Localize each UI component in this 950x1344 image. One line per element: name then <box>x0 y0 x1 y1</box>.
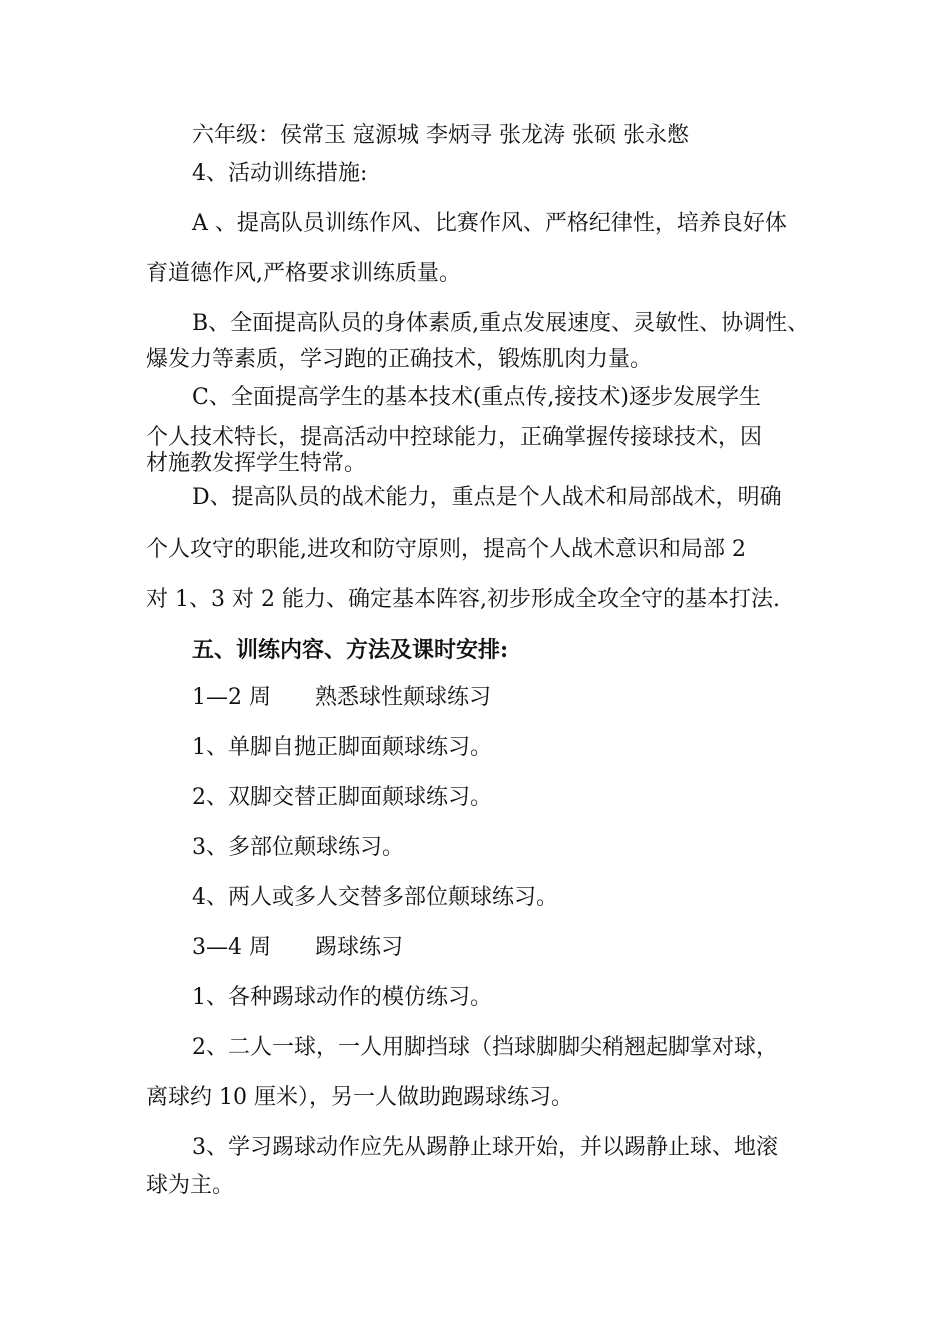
week-3-4-topic: 踢球练习 <box>315 935 404 960</box>
week-1-2-item-2: 2、双脚交替正脚面颠球练习。 <box>192 785 492 810</box>
section-4-title: 4、活动训练措施: <box>192 161 368 186</box>
week-1-2-heading <box>192 684 872 712</box>
measure-a-line1: A 、提高队员训练作风、比赛作风、严格纪律性，培养良好体 <box>192 211 787 236</box>
week-3-4-item-3-line1: 3、学习踢球动作应先从踢静止球开始，并以踢静止球、地滚 <box>192 1135 778 1160</box>
measure-d-line2: 个人攻守的职能,进攻和防守原则，提高个人战术意识和局部 2 <box>146 537 746 562</box>
section-5-heading: 五、训练内容、方法及课时安排: <box>192 637 509 663</box>
week-3-4-item-1: 1、各种踢球动作的模仿练习。 <box>192 985 492 1010</box>
week-3-4-range: 3—4 周 <box>192 935 271 960</box>
measure-d-line3: 对 1、3 对 2 能力、确定基本阵容,初步形成全攻全守的基本打法. <box>146 587 780 612</box>
measure-c-line3: 材施教发挥学生特常。 <box>146 451 367 476</box>
measure-c-line2: 个人技术特长，提高活动中控球能力，正确掌握传接球技术，因 <box>146 425 763 450</box>
week-1-2-topic: 熟悉球性颠球练习 <box>315 685 492 710</box>
week-1-2-item-3: 3、多部位颠球练习。 <box>192 835 404 860</box>
week-1-2-item-1: 1、单脚自抛正脚面颠球练习。 <box>192 735 492 760</box>
week-3-4-item-3-line2: 球为主。 <box>146 1173 235 1198</box>
week-3-4-item-2-line2: 离球约 10 厘米），另一人做助跑踢球练习。 <box>146 1085 573 1110</box>
measure-d-line1: D、提高队员的战术能力，重点是个人战术和局部战术，明确 <box>192 485 782 510</box>
week-1-2-item-4: 4、两人或多人交替多部位颠球练习。 <box>192 885 558 910</box>
grade6-roster: 六年级：侯常玉 寇源城 李炳寻 张龙涛 张硕 张永憋 <box>192 123 689 148</box>
week-1-2-range: 1—2 周 <box>192 685 271 710</box>
measure-b-line1: B、全面提高队员的身体素质,重点发展速度、灵敏性、协调性、 <box>192 311 810 336</box>
week-3-4-heading <box>192 934 872 962</box>
measure-c-line1: C、全面提高学生的基本技术(重点传,接技术)逐步发展学生 <box>192 385 761 410</box>
measure-b-line2: 爆发力等素质，学习跑的正确技术，锻炼肌肉力量。 <box>146 347 653 372</box>
week-3-4-item-2-line1: 2、二人一球，一人用脚挡球（挡球脚脚尖稍翘起脚掌对球， <box>192 1035 778 1060</box>
measure-a-line2: 育道德作风,严格要求训练质量。 <box>146 261 461 286</box>
